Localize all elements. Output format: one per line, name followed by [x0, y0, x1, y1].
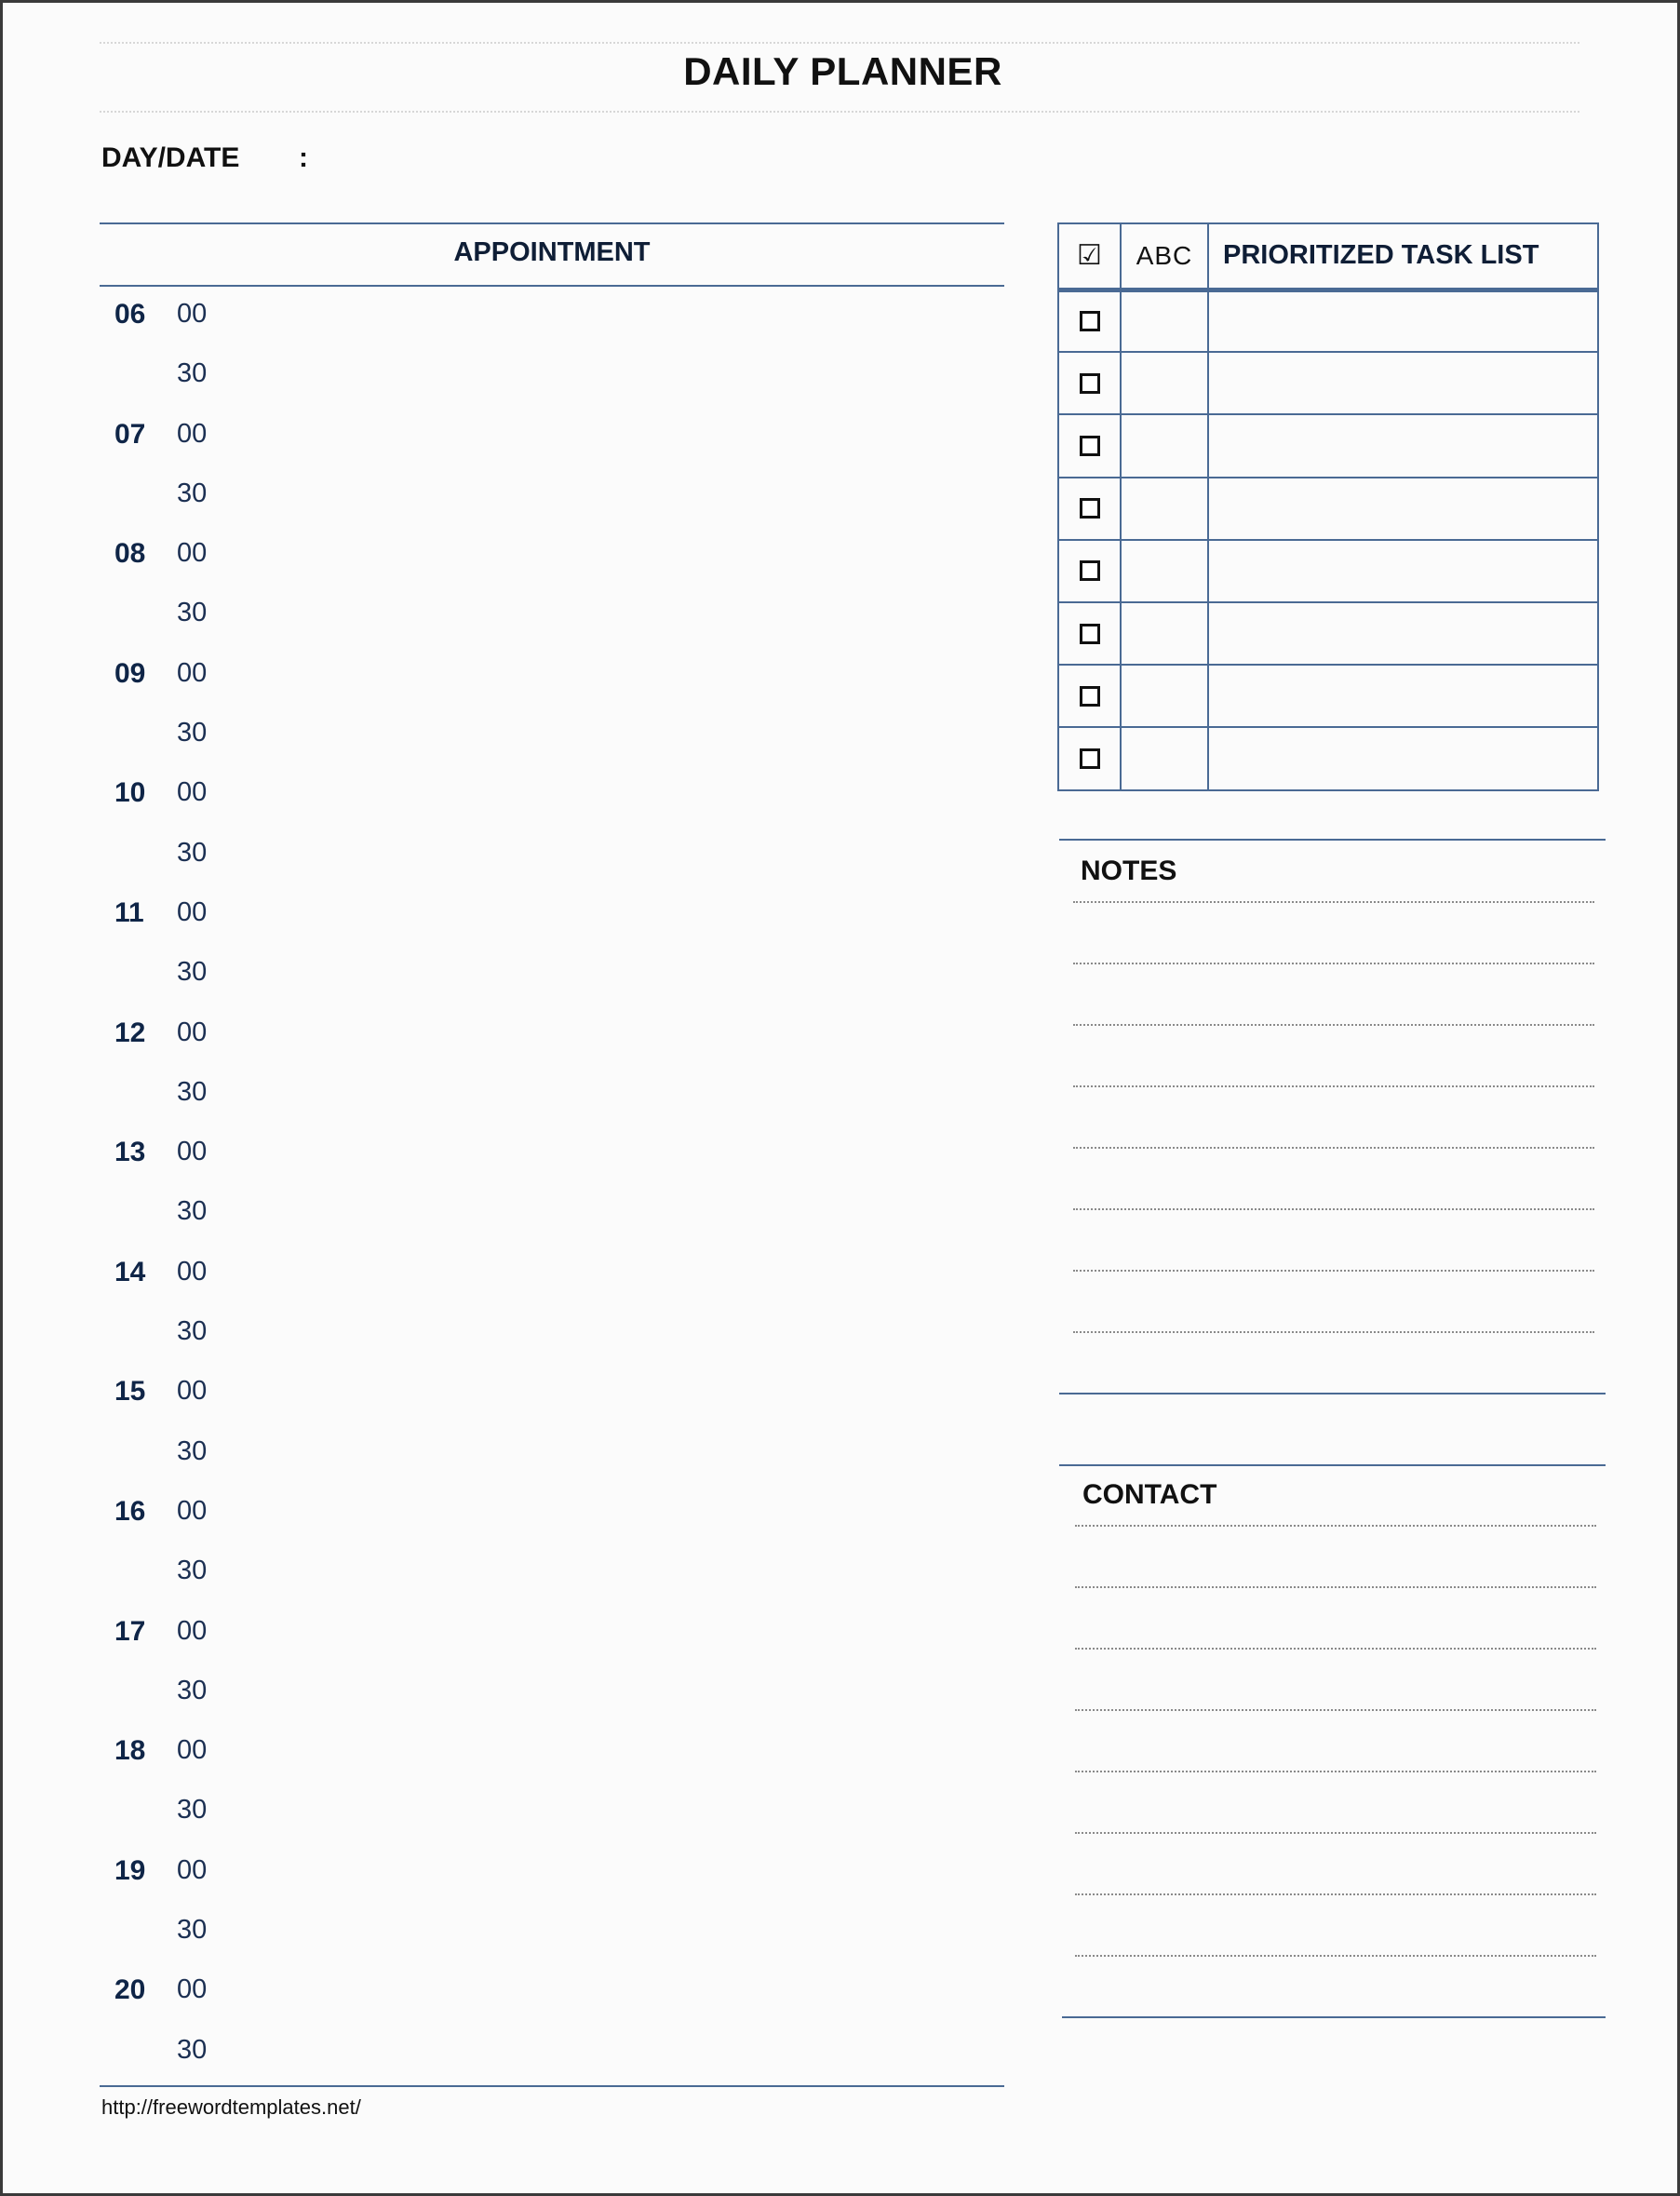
slot-minute: 00 [177, 1137, 208, 1167]
task-check-header [1058, 223, 1121, 290]
notes-line[interactable] [1073, 963, 1594, 964]
day-date-colon: : [299, 142, 308, 173]
slot-hour: 12 [114, 1017, 146, 1048]
appointment-slot[interactable] [100, 1676, 1004, 1735]
task-priority-header: ABC [1121, 223, 1208, 290]
task-row [1058, 414, 1598, 477]
slot-minute: 00 [177, 1974, 208, 2005]
appointment-slot[interactable] [100, 1017, 1004, 1077]
task-checkbox-cell [1058, 478, 1121, 540]
appointment-slot[interactable] [100, 1077, 1004, 1137]
task-checkbox[interactable] [1080, 624, 1100, 644]
slot-minute: 00 [177, 1256, 208, 1287]
slot-hour: 10 [114, 777, 146, 809]
appointment-slot[interactable] [100, 897, 1004, 957]
contact-line[interactable] [1075, 1709, 1596, 1711]
slot-minute: 00 [177, 657, 208, 688]
notes-line[interactable] [1073, 1147, 1594, 1149]
slot-minute: 00 [177, 1735, 208, 1766]
task-priority-cell[interactable] [1121, 727, 1208, 789]
slot-hour: 11 [114, 896, 144, 928]
slot-minute: 00 [177, 418, 208, 449]
slot-hour: 18 [114, 1735, 146, 1767]
slot-minute: 30 [177, 2034, 208, 2065]
appointment-slot[interactable] [100, 1616, 1004, 1676]
notes-line[interactable] [1073, 1331, 1594, 1333]
task-checkbox[interactable] [1080, 436, 1100, 456]
task-checkbox-cell [1058, 665, 1121, 727]
appointment-slot[interactable] [100, 358, 1004, 418]
slot-minute: 30 [177, 478, 208, 508]
task-row [1058, 602, 1598, 665]
contact-line[interactable] [1075, 1893, 1596, 1895]
task-table [1057, 222, 1599, 791]
appointment-slot[interactable] [100, 1257, 1004, 1316]
task-text-cell[interactable] [1208, 665, 1598, 727]
notes-line[interactable] [1073, 1024, 1594, 1026]
appointment-bottom-rule [100, 2085, 1004, 2087]
appointment-slot[interactable] [100, 1196, 1004, 1256]
checkbox-checked-icon: ☑ [1077, 240, 1102, 272]
slot-minute: 30 [177, 1795, 208, 1826]
slot-minute: 00 [177, 1854, 208, 1885]
task-checkbox-cell [1058, 414, 1121, 477]
task-priority-cell[interactable] [1121, 602, 1208, 665]
task-priority-cell[interactable] [1121, 290, 1208, 352]
notes-line[interactable] [1073, 901, 1594, 903]
contact-header: CONTACT [1082, 1479, 1217, 1510]
task-table-header-row [1058, 223, 1598, 290]
task-checkbox[interactable] [1080, 686, 1100, 707]
appointment-top-rule [100, 222, 1004, 224]
contact-line[interactable] [1075, 1525, 1596, 1527]
appointment-slot[interactable] [100, 1974, 1004, 2034]
slot-minute: 00 [177, 1495, 208, 1526]
task-checkbox-cell [1058, 602, 1121, 665]
appointment-slot[interactable] [100, 598, 1004, 657]
appointment-slot[interactable] [100, 538, 1004, 598]
day-date-field[interactable] [101, 142, 308, 174]
task-title-header: PRIORITIZED TASK LIST [1208, 223, 1598, 290]
slot-hour: 19 [114, 1854, 146, 1886]
appointment-header: APPOINTMENT [453, 237, 651, 267]
notes-line[interactable] [1073, 1270, 1594, 1272]
slot-minute: 30 [177, 358, 208, 389]
task-row [1058, 290, 1598, 352]
task-checkbox-cell [1058, 352, 1121, 414]
day-date-label: DAY/DATE [101, 142, 240, 173]
appointment-slot[interactable] [100, 1735, 1004, 1795]
appointment-slot[interactable] [100, 1795, 1004, 1854]
slot-minute: 30 [177, 1316, 208, 1347]
appointment-slot[interactable] [100, 1137, 1004, 1196]
appointment-slot[interactable] [100, 957, 1004, 1017]
slot-minute: 00 [177, 299, 208, 329]
appointment-slot[interactable] [100, 478, 1004, 538]
slot-hour: 08 [114, 538, 146, 570]
slot-hour: 15 [114, 1376, 146, 1408]
notes-line[interactable] [1073, 1208, 1594, 1210]
appointment-slot[interactable] [100, 1376, 1004, 1435]
appointment-slot[interactable] [100, 299, 1004, 358]
contact-line[interactable] [1075, 1648, 1596, 1650]
slot-hour: 06 [114, 299, 146, 330]
task-row [1058, 540, 1598, 602]
task-checkbox[interactable] [1080, 748, 1100, 769]
task-checkbox-cell [1058, 540, 1121, 602]
task-checkbox-cell [1058, 727, 1121, 789]
slot-minute: 30 [177, 1196, 208, 1227]
appointment-slot[interactable] [100, 1556, 1004, 1615]
task-row [1058, 665, 1598, 727]
task-checkbox[interactable] [1080, 373, 1100, 394]
slot-minute: 30 [177, 1675, 208, 1705]
notes-top-rule [1059, 839, 1606, 841]
title-top-rule [100, 42, 1579, 44]
task-row [1058, 352, 1598, 414]
page-title: DAILY PLANNER [683, 49, 1002, 93]
appointment-slot[interactable] [100, 1316, 1004, 1376]
notes-bottom-rule [1059, 1393, 1606, 1394]
task-text-cell[interactable] [1208, 602, 1598, 665]
appointment-slot[interactable] [100, 1496, 1004, 1556]
task-checkbox[interactable] [1080, 560, 1100, 581]
task-row [1058, 478, 1598, 540]
task-row [1058, 727, 1598, 789]
appointment-slot[interactable] [100, 1855, 1004, 1915]
task-checkbox[interactable] [1080, 311, 1100, 331]
appointment-slot[interactable] [100, 838, 1004, 897]
slot-hour: 09 [114, 657, 146, 689]
appointment-header-rule [100, 285, 1004, 287]
contact-line[interactable] [1075, 1832, 1596, 1834]
appointment-slot[interactable] [100, 718, 1004, 777]
slot-hour: 16 [114, 1495, 146, 1527]
notes-line[interactable] [1073, 1085, 1594, 1087]
title-bottom-rule [100, 111, 1579, 113]
contact-line[interactable] [1075, 1955, 1596, 1957]
task-checkbox-cell [1058, 290, 1121, 352]
contact-line[interactable] [1075, 1771, 1596, 1772]
appointment-slot[interactable] [100, 1436, 1004, 1496]
task-priority-cell[interactable] [1121, 665, 1208, 727]
slot-minute: 30 [177, 598, 208, 628]
appointment-slot[interactable] [100, 1915, 1004, 1974]
slot-minute: 30 [177, 1915, 208, 1946]
contact-line[interactable] [1075, 1586, 1596, 1588]
task-priority-cell[interactable] [1121, 478, 1208, 540]
slot-hour: 17 [114, 1615, 146, 1647]
task-text-cell[interactable] [1208, 478, 1598, 540]
task-priority-cell[interactable] [1121, 540, 1208, 602]
slot-minute: 00 [177, 777, 208, 808]
slot-minute: 00 [177, 538, 208, 569]
task-text-cell[interactable] [1208, 414, 1598, 477]
slot-minute: 00 [177, 1615, 208, 1646]
task-text-cell[interactable] [1208, 290, 1598, 352]
slot-minute: 30 [177, 1556, 208, 1586]
slot-minute: 30 [177, 1076, 208, 1107]
task-checkbox[interactable] [1080, 498, 1100, 519]
slot-hour: 20 [114, 1974, 146, 2006]
slot-minute: 30 [177, 837, 208, 868]
task-text-cell[interactable] [1208, 352, 1598, 414]
appointment-slots [100, 299, 1004, 2095]
slot-hour: 14 [114, 1256, 146, 1287]
appointment-slot[interactable] [100, 777, 1004, 837]
slot-minute: 30 [177, 1435, 208, 1466]
contact-top-rule [1059, 1464, 1606, 1466]
slot-minute: 30 [177, 957, 208, 988]
footer-url[interactable]: http://freewordtemplates.net/ [101, 2095, 361, 2119]
appointment-slot[interactable] [100, 419, 1004, 478]
slot-minute: 30 [177, 718, 208, 748]
slot-hour: 07 [114, 418, 146, 450]
task-text-cell[interactable] [1208, 540, 1598, 602]
task-priority-cell[interactable] [1121, 414, 1208, 477]
appointment-slot[interactable] [100, 658, 1004, 718]
slot-minute: 00 [177, 1017, 208, 1047]
task-priority-cell[interactable] [1121, 352, 1208, 414]
slot-minute: 00 [177, 896, 208, 927]
notes-header: NOTES [1081, 855, 1177, 886]
task-text-cell[interactable] [1208, 727, 1598, 789]
slot-hour: 13 [114, 1137, 146, 1168]
slot-minute: 00 [177, 1376, 208, 1407]
contact-bottom-rule [1062, 2016, 1606, 2018]
